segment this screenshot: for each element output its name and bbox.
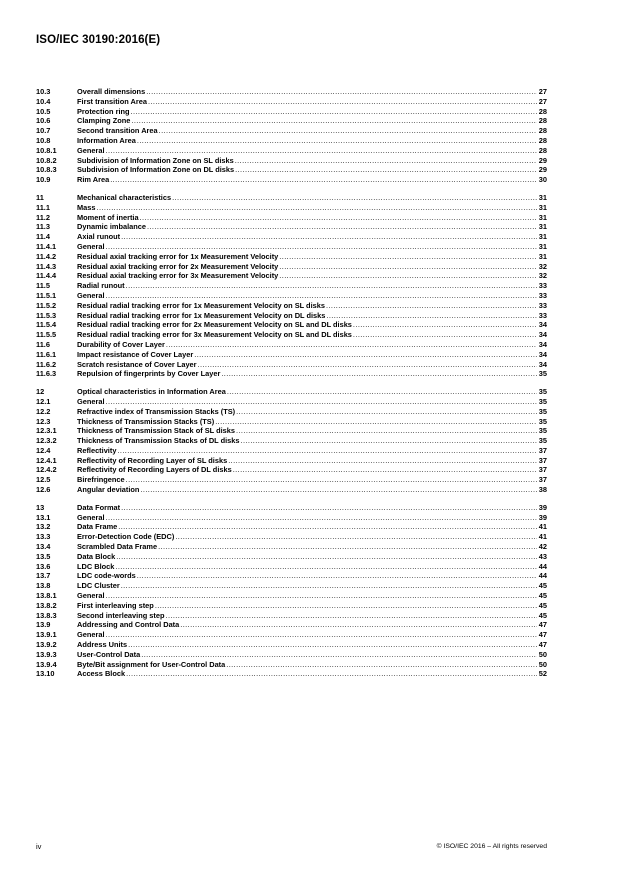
toc-entry-title: Refractive index of Transmission Stacks (TS) — [77, 406, 236, 416]
dot-leader — [197, 360, 537, 370]
toc-entry-title: Protection ring — [77, 106, 130, 116]
dot-leader — [154, 601, 537, 611]
toc-entry-page: 35 — [538, 387, 547, 397]
toc-entry-number: 13.8.1 — [36, 591, 57, 601]
toc-entry[interactable] — [36, 601, 547, 611]
toc-entry-number: 11.6.2 — [36, 359, 57, 369]
toc-entry-title: General — [77, 630, 105, 640]
toc-entry-page: 34 — [538, 330, 547, 340]
toc-entry-number: 11.6 — [36, 339, 50, 349]
toc-entry-number: 11.5.5 — [36, 330, 57, 340]
dot-leader — [130, 107, 537, 117]
toc-entry-page: 47 — [538, 620, 547, 630]
toc-entry[interactable] — [36, 262, 547, 272]
toc-entry-title: Error-Detection Code (EDC) — [77, 532, 175, 542]
toc-entry-page: 31 — [538, 212, 547, 222]
toc-entry-number: 11.4.2 — [36, 251, 57, 261]
toc-entry-title: Data Block — [77, 551, 116, 561]
dot-leader — [158, 126, 537, 136]
toc-entry-page: 34 — [538, 349, 547, 359]
dot-leader — [179, 620, 537, 630]
toc-entry-title: Address Units — [77, 640, 128, 650]
toc-entry-title: Overall dimensions — [77, 87, 146, 96]
dot-leader — [278, 252, 537, 262]
toc-entry[interactable] — [36, 620, 547, 630]
dot-leader — [105, 513, 537, 523]
toc-entry-title: Impact resistance of Cover Layer — [77, 349, 194, 359]
toc-entry[interactable] — [36, 281, 547, 291]
toc-entry-page: 41 — [538, 522, 547, 532]
toc-entry[interactable] — [36, 97, 547, 107]
toc-entry-number: 12.6 — [36, 485, 51, 495]
toc-entry-title: Access Block — [77, 669, 126, 679]
dot-leader — [145, 87, 537, 97]
toc-entry-number: 13.2 — [36, 522, 51, 532]
toc-entry-number: 11.5.3 — [36, 310, 57, 320]
toc-entry-page: 37 — [538, 465, 547, 475]
toc-entry-number: 11.5 — [36, 281, 50, 291]
toc-entry[interactable] — [36, 252, 547, 262]
dot-leader — [164, 611, 537, 621]
toc-entry-number: 12.4.2 — [36, 465, 57, 475]
toc-entry-title: Subdivision of Information Zone on DL disks — [77, 165, 235, 175]
toc-entry[interactable] — [36, 446, 547, 456]
toc-entry[interactable] — [36, 360, 547, 370]
toc-entry-title: First interleaving step — [77, 600, 154, 610]
toc-entry-title: LDC Cluster — [77, 581, 120, 591]
toc-entry[interactable] — [36, 552, 547, 562]
toc-entry-number: 12.3.2 — [36, 436, 57, 446]
toc-entry-number: 11.1 — [36, 202, 50, 212]
toc-entry-page: 28 — [538, 145, 547, 155]
dot-leader — [225, 660, 537, 670]
toc-entry-number: 10.7 — [36, 126, 51, 136]
toc-entry[interactable] — [36, 369, 547, 379]
toc-entry-number: 12.5 — [36, 475, 51, 485]
toc-entry-page: 29 — [538, 155, 547, 165]
toc-entry[interactable] — [36, 660, 547, 670]
toc-entry-number: 10.5 — [36, 106, 51, 116]
dot-leader — [214, 417, 537, 427]
toc-entry-number: 10.4 — [36, 96, 51, 106]
toc-entry-page: 31 — [538, 202, 547, 212]
toc-entry-title: Second transition Area — [77, 126, 158, 136]
toc-entry-number: 10.9 — [36, 175, 51, 185]
toc-entry-page: 41 — [538, 532, 547, 542]
toc-entry[interactable] — [36, 465, 547, 475]
document-header: ISO/IEC 30190:2016(E) — [36, 34, 161, 46]
toc-entry[interactable] — [36, 203, 547, 213]
toc-entry-page: 50 — [538, 649, 547, 659]
toc-entry-number: 12.3 — [36, 416, 51, 426]
toc-entry-number: 12.3.1 — [36, 426, 57, 436]
toc-entry[interactable] — [36, 156, 547, 166]
toc-entry[interactable] — [36, 242, 547, 252]
toc-entry-page: 42 — [538, 542, 547, 552]
toc-entry[interactable] — [36, 87, 547, 97]
dot-leader — [127, 640, 537, 650]
toc-entry-page: 44 — [538, 571, 547, 581]
toc-entry-title: Residual axial tracking error for 3x Measurement Velocity — [77, 271, 279, 281]
toc-entry-page: 35 — [538, 436, 547, 446]
toc-entry[interactable] — [36, 562, 547, 572]
dot-leader — [325, 301, 537, 311]
toc-entry-title: General — [77, 290, 105, 300]
dot-leader — [116, 446, 537, 456]
toc-entry-page: 37 — [538, 455, 547, 465]
dot-leader — [120, 503, 537, 513]
toc-entry-number: 10.8.3 — [36, 165, 57, 175]
toc-entry[interactable] — [36, 291, 547, 301]
toc-entry-number: 11.4.4 — [36, 271, 57, 281]
toc-entry-number: 13.7 — [36, 571, 51, 581]
toc-entry[interactable] — [36, 107, 547, 117]
toc-entry-number: 13.9.3 — [36, 649, 57, 659]
toc-entry-page: 31 — [538, 251, 547, 261]
toc-entry[interactable] — [36, 650, 547, 660]
toc-entry-page: 27 — [538, 96, 547, 106]
toc-entry-page: 34 — [538, 359, 547, 369]
toc-entry-number: 13.9.1 — [36, 630, 57, 640]
toc-entry-title: Optical characteristics in Information Area — [77, 387, 226, 397]
dot-leader — [125, 281, 537, 291]
toc-entry[interactable] — [36, 503, 547, 513]
toc-entry[interactable] — [36, 193, 547, 203]
toc-entry-number: 12.4 — [36, 445, 51, 455]
toc-entry-page: 28 — [538, 135, 547, 145]
toc-entry-number: 13.9.2 — [36, 640, 57, 650]
toc-entry-page: 31 — [538, 192, 547, 202]
dot-leader — [193, 350, 537, 360]
toc-entry-title: LDC code-words — [77, 571, 136, 581]
toc-entry-title: Birefringence — [77, 475, 125, 485]
toc-entry-number: 13.9 — [36, 620, 51, 630]
toc-entry-title: Rim Area — [77, 175, 110, 185]
toc-entry-page: 44 — [538, 561, 547, 571]
toc-entry[interactable] — [36, 146, 547, 156]
toc-entry-number: 10.6 — [36, 116, 51, 126]
toc-entry-number: 11.4 — [36, 232, 50, 242]
toc-entry-title: General — [77, 512, 105, 522]
toc-entry-number: 11.4.3 — [36, 261, 57, 271]
toc-entry-number: 11.5.4 — [36, 320, 57, 330]
dot-leader — [226, 387, 537, 397]
toc-entry-number: 13.4 — [36, 542, 51, 552]
dot-leader — [105, 397, 537, 407]
toc-entry-title: User-Control Data — [77, 649, 141, 659]
dot-leader — [146, 222, 537, 232]
toc-entry[interactable] — [36, 126, 547, 136]
dot-leader — [125, 475, 537, 485]
toc-entry[interactable] — [36, 222, 547, 232]
dot-leader — [117, 522, 537, 532]
dot-leader — [96, 203, 538, 213]
toc-entry[interactable] — [36, 456, 547, 466]
toc-entry[interactable] — [36, 485, 547, 495]
toc-entry-page: 28 — [538, 116, 547, 126]
toc-entry[interactable] — [36, 165, 547, 175]
dot-leader — [115, 552, 537, 562]
toc-entry[interactable] — [36, 330, 547, 340]
dot-leader — [235, 407, 537, 417]
toc-entry-page: 35 — [538, 406, 547, 416]
toc-entry-title: Radial runout — [77, 281, 125, 291]
toc-entry[interactable] — [36, 475, 547, 485]
toc-entry-page: 35 — [538, 416, 547, 426]
dot-leader — [278, 262, 537, 272]
dot-leader — [105, 630, 537, 640]
toc-entry-title: Mechanical characteristics — [77, 192, 172, 202]
toc-entry-number: 12.1 — [36, 396, 51, 406]
toc-entry[interactable] — [36, 417, 547, 427]
toc-entry-page: 45 — [538, 610, 547, 620]
dot-leader — [105, 242, 537, 252]
toc-entry[interactable] — [36, 271, 547, 281]
dot-leader — [139, 213, 537, 223]
toc-entry-title: Thickness of Transmission Stacks (TS) — [77, 416, 215, 426]
toc-entry-title: Data Frame — [77, 522, 118, 532]
toc-entry-number: 10.8.1 — [36, 145, 57, 155]
toc-entry-number: 11.4.1 — [36, 241, 57, 251]
dot-leader — [125, 669, 537, 679]
toc-entry[interactable] — [36, 581, 547, 591]
toc-entry-page: 37 — [538, 475, 547, 485]
toc-entry[interactable] — [36, 591, 547, 601]
toc-entry-title: Dynamic imbalance — [77, 222, 147, 232]
dot-leader — [120, 581, 537, 591]
toc-entry-page: 31 — [538, 222, 547, 232]
toc-entry[interactable] — [36, 611, 547, 621]
toc-entry[interactable] — [36, 436, 547, 446]
toc-entry[interactable] — [36, 640, 547, 650]
toc-entry[interactable] — [36, 136, 547, 146]
toc-entry-title: Second interleaving step — [77, 610, 165, 620]
toc-entry-number: 11 — [36, 192, 44, 202]
toc-entry-page: 35 — [538, 426, 547, 436]
toc-entry-number: 11.6.1 — [36, 349, 57, 359]
toc-entry-number: 13.3 — [36, 532, 51, 542]
toc-entry[interactable] — [36, 532, 547, 542]
dot-leader — [136, 571, 537, 581]
toc-entry-page: 33 — [538, 281, 547, 291]
dot-leader — [105, 291, 537, 301]
toc-entry-page: 52 — [538, 669, 547, 679]
dot-leader — [325, 311, 537, 321]
toc-entry-page: 37 — [538, 445, 547, 455]
toc-entry-title: Axial runout — [77, 232, 121, 242]
toc-entry[interactable] — [36, 320, 547, 330]
dot-leader — [114, 562, 537, 572]
toc-entry[interactable] — [36, 350, 547, 360]
toc-entry-title: Clamping Zone — [77, 116, 131, 126]
toc-entry[interactable] — [36, 116, 547, 126]
toc-entry-page: 33 — [538, 290, 547, 300]
toc-entry-title: Reflectivity of Recording Layers of DL disks — [77, 465, 232, 475]
dot-leader — [227, 456, 537, 466]
dot-leader — [174, 532, 537, 542]
toc-entry[interactable] — [36, 542, 547, 552]
toc-entry-number: 11.3 — [36, 222, 50, 232]
toc-entry-number: 13.8 — [36, 581, 51, 591]
toc-entry-number: 13.1 — [36, 512, 51, 522]
toc-entry-page: 39 — [538, 512, 547, 522]
toc-entry-page: 45 — [538, 581, 547, 591]
dot-leader — [147, 97, 537, 107]
toc-entry-page: 45 — [538, 600, 547, 610]
toc-entry-page: 31 — [538, 241, 547, 251]
toc-entry-number: 13.6 — [36, 561, 51, 571]
toc-entry-page: 29 — [538, 165, 547, 175]
toc-entry-title: Reflectivity — [77, 445, 117, 455]
dot-leader — [130, 116, 537, 126]
toc-entry-title: Moment of inertia — [77, 212, 139, 222]
toc-entry[interactable] — [36, 426, 547, 436]
toc-entry-title: Subdivision of Information Zone on SL disks — [77, 155, 234, 165]
toc-entry-title: Addressing and Control Data — [77, 620, 180, 630]
toc-entry-page: 45 — [538, 591, 547, 601]
toc-entry-title: Residual radial tracking error for 1x Measurement Velocity on SL disks — [77, 300, 325, 310]
dot-leader — [140, 650, 537, 660]
toc-entry-page: 43 — [538, 551, 547, 561]
dot-leader — [105, 146, 537, 156]
toc-entry-page: 50 — [538, 659, 547, 669]
toc-entry[interactable] — [36, 630, 547, 640]
toc-entry-title: LDC Block — [77, 561, 115, 571]
toc-entry-page: 39 — [538, 502, 547, 512]
toc-entry-number: 13.9.4 — [36, 659, 57, 669]
toc-entry-number: 13 — [36, 502, 45, 512]
toc-entry-page: 27 — [538, 87, 547, 96]
toc-entry-number: 12 — [36, 387, 45, 397]
dot-leader — [171, 193, 537, 203]
toc-entry-title: General — [77, 145, 105, 155]
toc-entry-title: Mass — [77, 202, 96, 212]
dot-leader — [234, 156, 537, 166]
toc-entry[interactable] — [36, 571, 547, 581]
toc-entry-title: First transition Area — [77, 96, 147, 106]
dot-leader — [352, 330, 537, 340]
toc-entry-number: 11.2 — [36, 212, 50, 222]
toc-entry[interactable] — [36, 175, 547, 185]
toc-entry-number: 11.5.1 — [36, 290, 57, 300]
toc-entry-title: Residual axial tracking error for 1x Measurement Velocity — [77, 251, 279, 261]
toc-entry-title: Residual radial tracking error for 3x Measurement Velocity on SL and DL disks — [77, 330, 352, 340]
toc-entry-number: 10.8 — [36, 135, 51, 145]
dot-leader — [139, 485, 537, 495]
page-number: iv — [36, 842, 42, 851]
copyright-notice: © ISO/IEC 2016 – All rights reserved — [436, 843, 547, 850]
toc-entry-number: 10.3 — [36, 87, 51, 96]
toc-entry-title: Durability of Cover Layer — [77, 339, 165, 349]
toc-entry[interactable] — [36, 669, 547, 679]
toc-entry-title: Residual radial tracking error for 2x Measurement Velocity on SL and DL disks — [77, 320, 352, 330]
toc-entry-title: Information Area — [77, 135, 136, 145]
toc-entry-title: Repulsion of fingerprints by Cover Layer — [77, 369, 221, 379]
dot-leader — [240, 436, 537, 446]
toc-entry-page: 28 — [538, 106, 547, 116]
toc-entry-title: Thickness of Transmission Stacks of DL disks — [77, 436, 240, 446]
toc-entry-page: 33 — [538, 300, 547, 310]
dot-leader — [157, 542, 537, 552]
toc-entry-title: Scrambled Data Frame — [77, 542, 158, 552]
toc-entry-title: Reflectivity of Recording Layer of SL disks — [77, 455, 228, 465]
toc-entry[interactable] — [36, 397, 547, 407]
toc-entry-title: Scratch resistance of Cover Layer — [77, 359, 197, 369]
toc-entry-number: 11.5.2 — [36, 300, 57, 310]
toc-entry[interactable] — [36, 407, 547, 417]
toc-entry-page: 35 — [538, 396, 547, 406]
toc-entry-number: 13.8.2 — [36, 600, 57, 610]
toc-entry[interactable] — [36, 301, 547, 311]
toc-entry-title: Data Format — [77, 502, 121, 512]
toc-entry-page: 32 — [538, 261, 547, 271]
dot-leader — [120, 232, 537, 242]
dot-leader — [105, 591, 537, 601]
table-of-contents — [36, 87, 547, 679]
toc-entry-number: 13.5 — [36, 551, 51, 561]
toc-entry-page: 34 — [538, 339, 547, 349]
dot-leader — [278, 271, 537, 281]
toc-entry-title: Byte/Bit assignment for User-Control Data — [77, 659, 226, 669]
dot-leader — [165, 340, 537, 350]
dot-leader — [136, 136, 537, 146]
toc-entry-page: 32 — [538, 271, 547, 281]
toc-entry-number: 11.6.3 — [36, 369, 57, 379]
toc-entry-page: 34 — [538, 320, 547, 330]
toc-entry-page: 47 — [538, 630, 547, 640]
dot-leader — [234, 165, 537, 175]
toc-entry[interactable] — [36, 311, 547, 321]
dot-leader — [235, 426, 537, 436]
toc-entry-page: 33 — [538, 310, 547, 320]
dot-leader — [220, 369, 537, 379]
toc-entry[interactable] — [36, 213, 547, 223]
toc-entry[interactable] — [36, 522, 547, 532]
toc-entry-page: 35 — [538, 369, 547, 379]
toc-entry-title: Angular deviation — [77, 485, 140, 495]
toc-entry-page: 38 — [538, 485, 547, 495]
toc-entry-title: Residual axial tracking error for 2x Measurement Velocity — [77, 261, 279, 271]
toc-entry-title: Residual radial tracking error for 1x Measurement Velocity on DL disks — [77, 310, 326, 320]
toc-entry-title: General — [77, 591, 105, 601]
toc-entry[interactable] — [36, 232, 547, 242]
dot-leader — [232, 465, 537, 475]
toc-entry-number: 12.2 — [36, 406, 51, 416]
toc-entry-number: 10.8.2 — [36, 155, 57, 165]
toc-entry-title: General — [77, 396, 105, 406]
toc-entry-number: 13.8.3 — [36, 610, 57, 620]
toc-entry[interactable] — [36, 387, 547, 397]
toc-entry[interactable] — [36, 340, 547, 350]
toc-entry-title: Thickness of Transmission Stack of SL disks — [77, 426, 235, 436]
toc-entry-page: 28 — [538, 126, 547, 136]
toc-entry-number: 12.4.1 — [36, 455, 57, 465]
toc-entry-page: 31 — [538, 232, 547, 242]
toc-entry[interactable] — [36, 513, 547, 523]
toc-entry-number: 13.10 — [36, 669, 55, 679]
toc-entry-page: 30 — [538, 175, 547, 185]
dot-leader — [109, 175, 537, 185]
toc-entry-title: General — [77, 241, 105, 251]
toc-entry-page: 47 — [538, 640, 547, 650]
dot-leader — [352, 320, 537, 330]
